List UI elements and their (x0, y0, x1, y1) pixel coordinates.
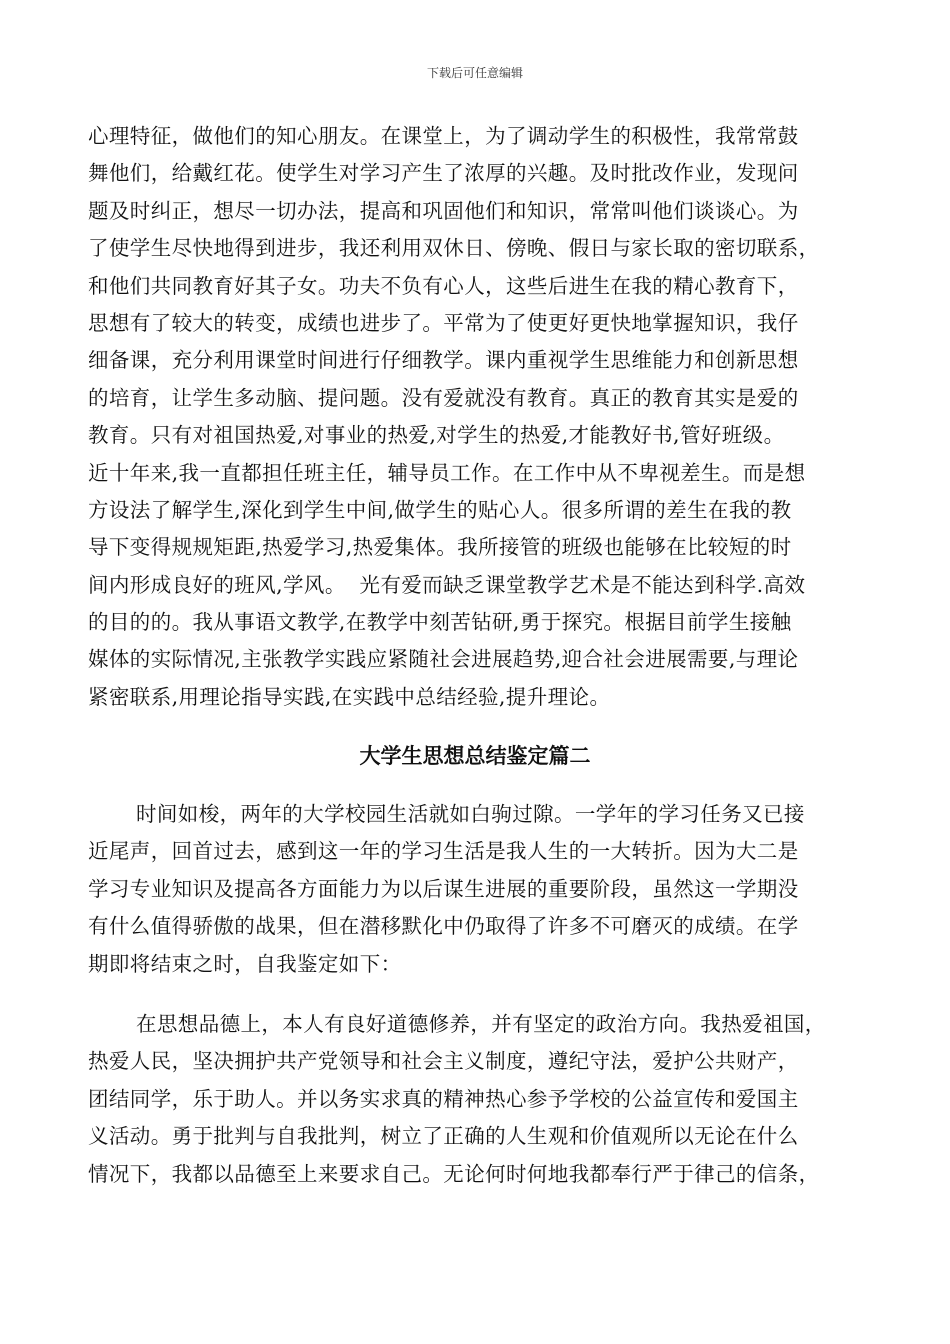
text-line: 和他们共同教育好其子女。功夫不负有心人，这些后进生在我的精心教育下， (88, 273, 799, 298)
text-line: 在思想品德上，本人有良好道德修养，并有坚定的政治方向。我热爱祖国， (136, 1012, 826, 1036)
text-line: 团结同学，乐于助人。并以务实求真的精神热心参予学校的公益宣传和爱国主 (88, 1086, 799, 1111)
text-line: 的培育，让学生多动脑、提问题。没有爱就没有教育。真正的教育其实是爱的 (88, 385, 799, 410)
text-line: 细备课，充分利用课堂时间进行仔细教学。课内重视学生思维能力和创新思想 (88, 348, 799, 373)
text-line: 热爱人民，坚决拥护共产党领导和社会主义制度，遵纪守法，爱护公共财产， (88, 1049, 799, 1074)
text-line: 期即将结束之时，自我鉴定如下： (88, 951, 402, 976)
text-line: 思想有了较大的转变，成绩也进步了。平常为了使更好更快地掌握知识，我仔 (88, 310, 799, 335)
section-title: 大学生思想总结鉴定篇二 (359, 744, 591, 768)
paragraph-intro (88, 796, 862, 983)
text-line: 间内形成良好的班风,学风。 光有爱而缺乏课堂教学艺术是不能达到科学.高效 (88, 572, 806, 597)
text-line: 紧密联系,用理论指导实践,在实践中总结经验,提升理论。 (88, 684, 611, 709)
text-line: 方设法了解学生,深化到学生中间,做学生的贴心人。很多所谓的差生在我的教 (88, 497, 792, 522)
text-line: 媒体的实际情况,主张教学实践应紧随社会进展趋势,迎合社会进展需要,与理论 (88, 647, 799, 672)
text-line: 情况下，我都以品德至上来要求自己。无论何时何地我都奉行严于律己的信条， (88, 1161, 820, 1186)
text-line: 导下变得规规矩距,热爱学习,热爱集体。我所接管的班级也能够在比较短的时 (88, 535, 792, 560)
text-line: 的目的的。我从事语文教学,在教学中刻苦钻研,勇于探究。根据目前学生接触 (88, 610, 792, 635)
text-line: 近尾声，回首过去，感到这一年的学习生活是我人生的一大转折。因为大二是 (88, 839, 799, 864)
text-line: 学习专业知识及提高各方面能力为以后谋生进展的重要阶段，虽然这一学期没 (88, 876, 799, 901)
paragraph-teaching-summary (88, 118, 862, 716)
text-line: 义活动。勇于批判与自我批判，树立了正确的人生观和价值观所以无论在什么 (88, 1124, 799, 1149)
text-line: 题及时纠正，想尽一切办法，提高和巩固他们和知识，常常叫他们谈谈心。为 (88, 198, 799, 223)
text-line: 教育。只有对祖国热爱,对事业的热爱,对学生的热爱,才能教好书,管好班级。 (88, 423, 785, 448)
page-header: 下载后可任意编辑 (426, 66, 523, 80)
text-line: 时间如梭，两年的大学校园生活就如白驹过隙。一学年的学习任务又已接 (136, 802, 805, 826)
text-line: 舞他们，给戴红花。使学生对学习产生了浓厚的兴趣。及时批改作业，发现问 (88, 161, 799, 186)
text-line: 有什么值得骄傲的战果，但在潜移默化中仍取得了许多不可磨灭的成绩。在学 (88, 914, 799, 939)
text-line: 心理特征，做他们的知心朋友。在课堂上，为了调动学生的积极性，我常常鼓 (88, 124, 799, 148)
text-line: 了使学生尽快地得到进步，我还利用双休日、傍晚、假日与家长取的密切联系， (88, 236, 820, 261)
paragraph-moral-character (88, 1006, 862, 1193)
text-line: 近十年来,我一直都担任班主任，辅导员工作。在工作中从不卑视差生。而是想 (88, 460, 806, 485)
